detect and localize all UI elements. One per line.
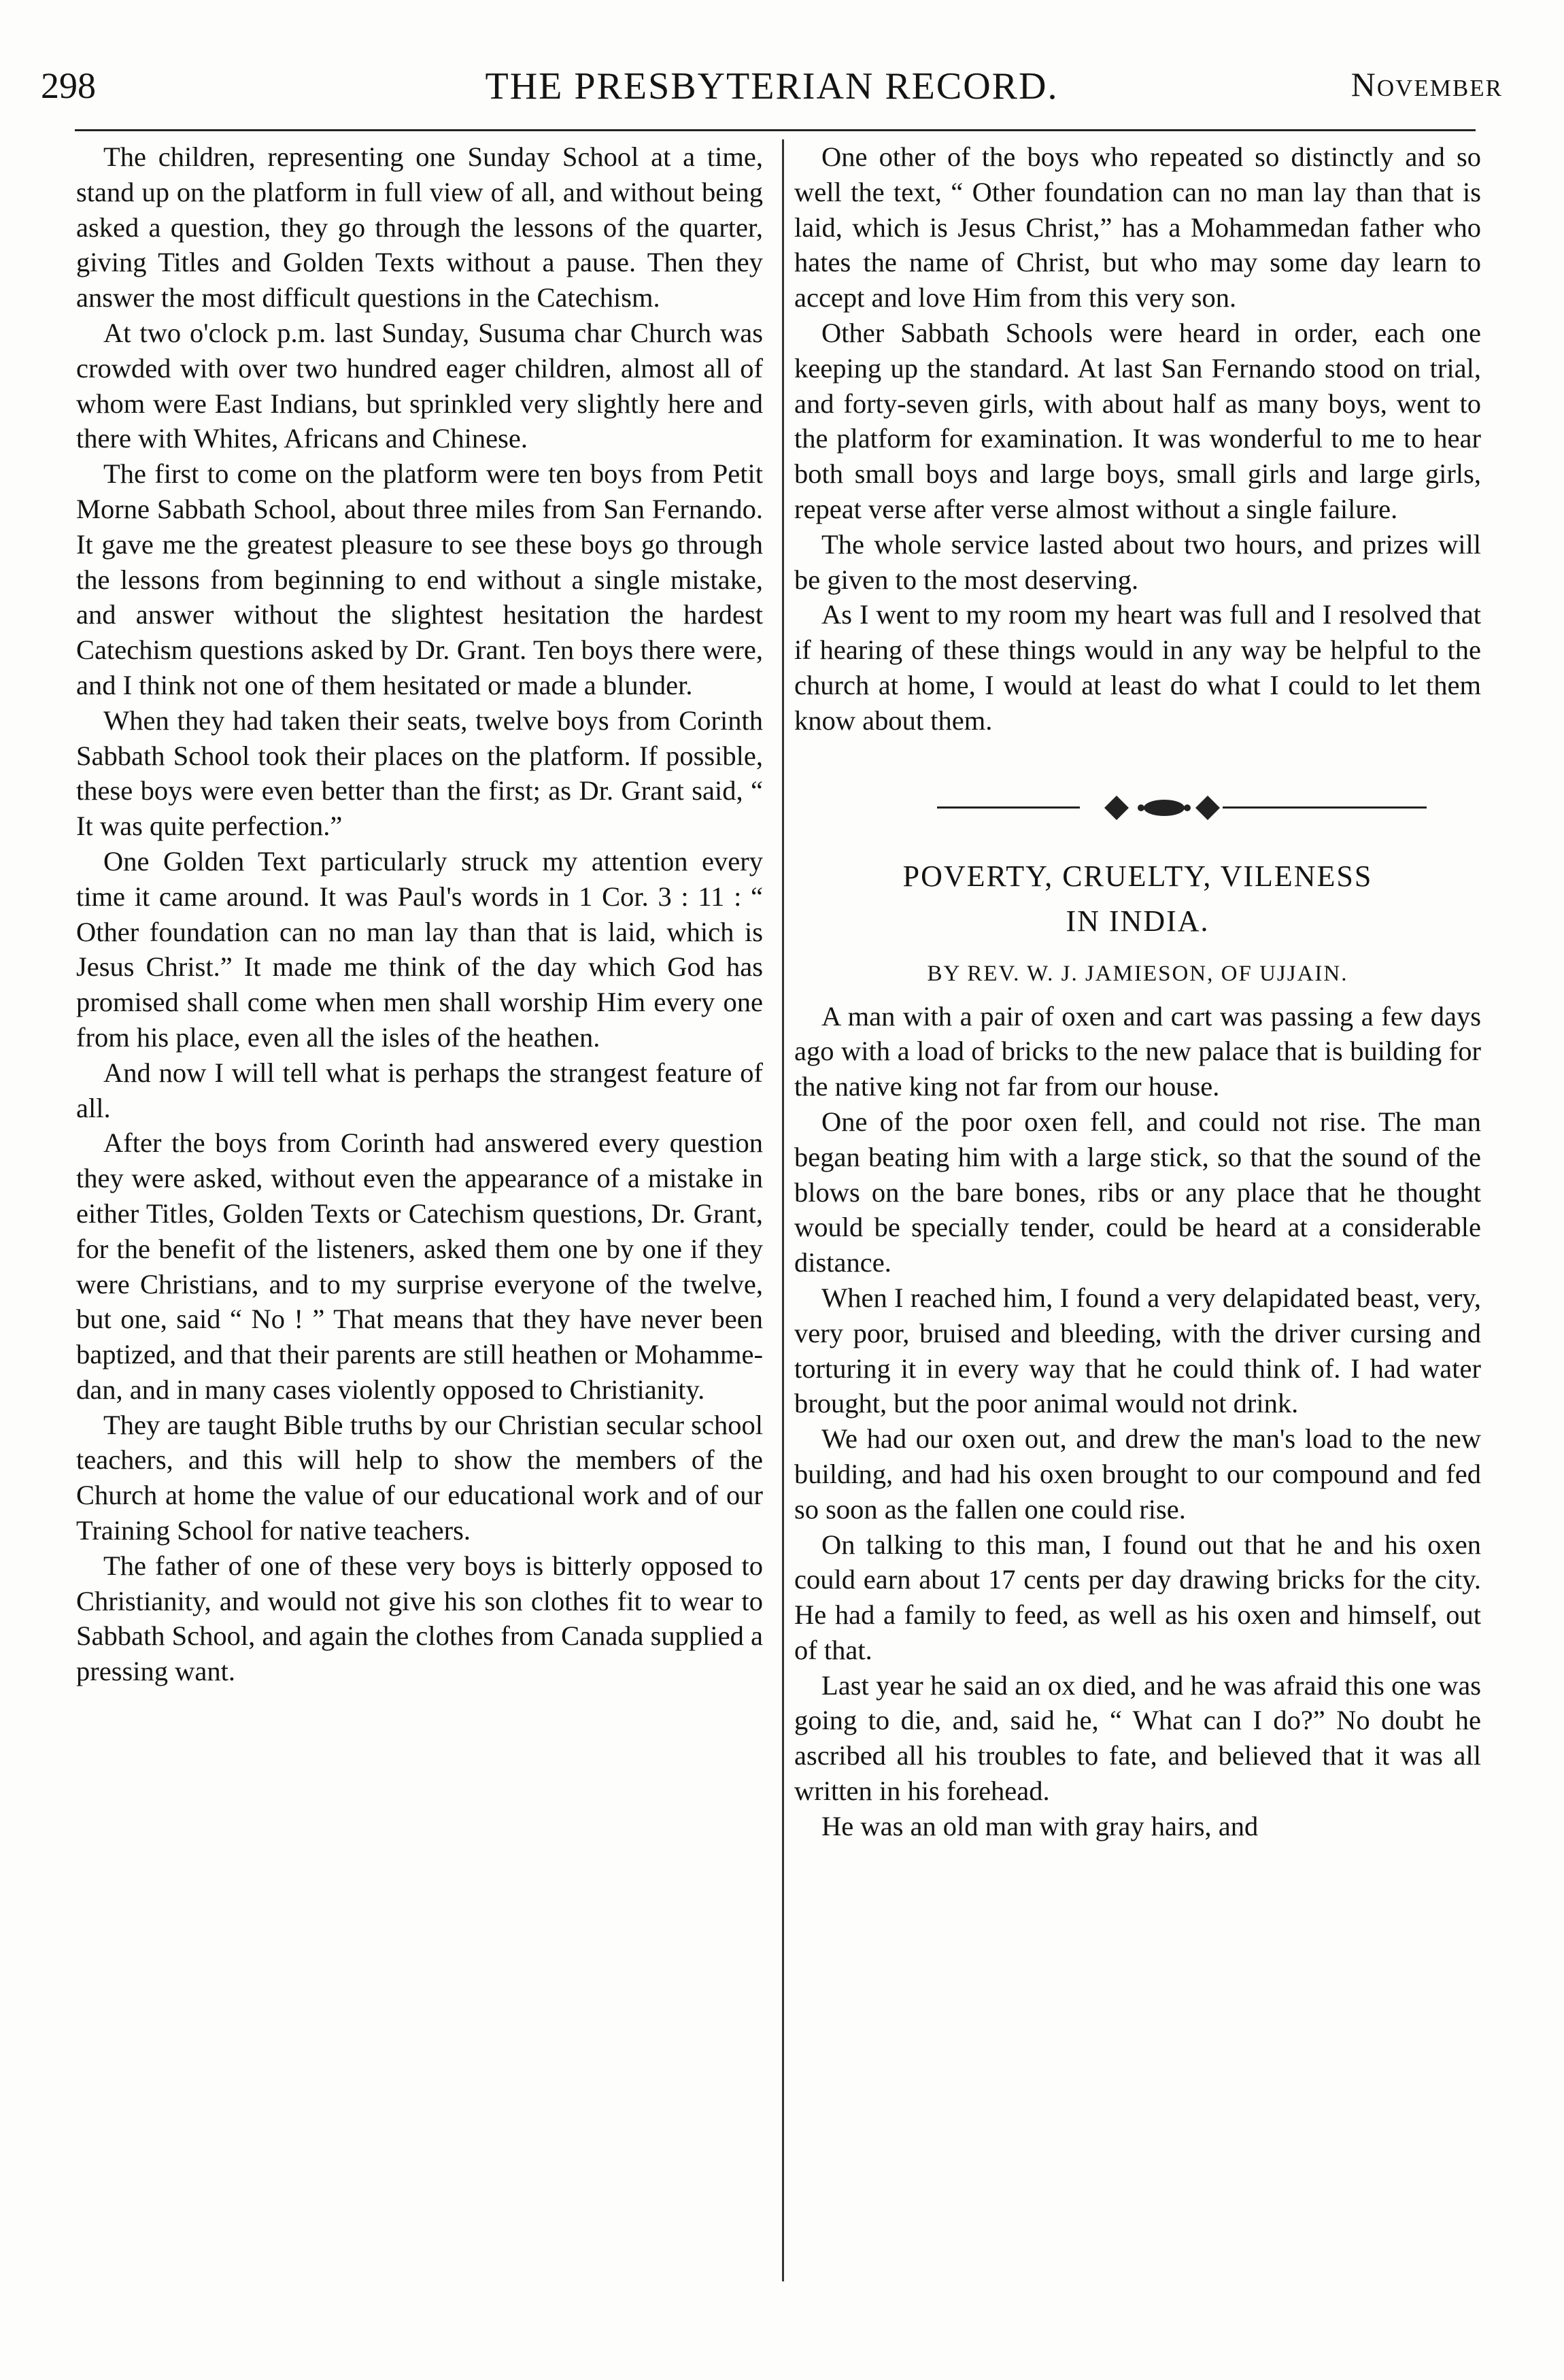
page-header — [41, 65, 1503, 119]
ornament-rule-left — [937, 806, 1080, 809]
section-ornament — [794, 786, 1481, 827]
left-column — [76, 139, 763, 1689]
ornament-scroll-icon — [1137, 793, 1191, 823]
paragraph: On talking to this man, I found out that he and his oxen could earn about 17 cents per day drawing bricks for the city. He had a family to feed, as well as his oxen and himself, out of that. — [794, 1529, 1481, 1665]
paragraph: The children, representing one Sunday School at a time, stand up on the platform in full view of all, and without being asked a question, they go through the lessons of the quarter, giving Titles and Golden Texts without a pause. Then they answer the most difficult questions in the Catechism. — [76, 141, 763, 313]
paragraph: We had our oxen out, and drew the man's load to the new building, and had his oxen brought to our compound and fed so soon as the fallen one could rise. — [794, 1423, 1481, 1525]
paragraph: One Golden Text particularly struck my attention every time it came around. It was Paul's words in 1 Cor. 3 : 11 : “ Other foundation can no man lay than that is laid, which is Jesus Christ.” It made me think of the day which God has promised shall come when men shall worship Him every one from his place, even all the isles of the heathen. — [76, 845, 763, 1053]
paragraph: As I went to my room my heart was full and I resolved that if hearing of these things would in any way be helpful to the church at home, I would at least do what I could to let them know about them. — [794, 599, 1481, 736]
paragraph: The father of one of these very boys is bitterly opposed to Christianity, and would not give his son clothes fit to wear to Sabbath School, and again the clothes from Canada supplied a pressing want. — [76, 1550, 763, 1687]
paragraph: The whole service lasted about two hours, and prizes will be given to the most deserving. — [794, 528, 1481, 595]
article-title — [794, 854, 1481, 944]
paragraph: A man with a pair of oxen and cart was passing a few days ago with a load of bricks to the new palace that is building for the native king not far from our house. — [794, 1000, 1481, 1102]
paragraph: Last year he said an ox died, and he was afraid this one was going to die, and, said he, “ What can I do?” No doubt he ascribed all his troubles to fate, and believed that it was all written in his forehead. — [794, 1669, 1481, 1807]
paragraph: At two o'clock p.m. last Sunday, Susuma char Church was crowded with over two hundred eager children, almost all of whom were East Indians, but sprinkled very slightly here and there with Whites, Africans and Chinese. — [76, 317, 763, 454]
ornament-rule-right — [1223, 806, 1427, 809]
article-title-line-2: IN INDIA. — [1066, 904, 1210, 938]
column-divider — [782, 139, 784, 2281]
paragraph: One of the poor oxen fell, and could not rise. The man began beating him with a large stick, so that the sound of the blows on the bare bones, ribs or any place that he thought would be specially tender, could be heard at a considerable distance. — [794, 1106, 1481, 1278]
paragraph: One other of the boys who repeated so distinctly and so well the text, “ Other foundation can no man lay than that is laid, which is Jesus Christ,” has a Mohammedan father who hates the name of Christ, but who may some day learn to accept and love Him from this very son. — [794, 141, 1481, 313]
paragraph: They are taught Bible truths by our Christian secular school teachers, and this will help to show the members of the Church at home the value of our educational work and of our Training School for native teachers. — [76, 1409, 763, 1546]
article-title-line-1: POVERTY, CRUELTY, VILENESS — [902, 859, 1373, 893]
page-number: 298 — [41, 65, 96, 106]
journal-title: THE PRESBYTERIAN RECORD. — [485, 65, 1059, 107]
paragraph: And now I will tell what is perhaps the strangest feature of all. — [76, 1057, 763, 1123]
paragraph: When they had taken their seats, twelve boys from Corinth Sabbath School took their places on the platform. If possible, these boys were even better than the first; as Dr. Grant said, “ It was quite perfection.” — [76, 704, 763, 842]
right-column — [794, 139, 1481, 1844]
header-rule — [75, 129, 1476, 131]
paragraph: The first to come on the platform were ten boys from Petit Morne Sabbath School, about three miles from San Fernando. It gave me the greatest pleasure to see these boys go through the lessons from beginning to end without a single mistake, and answer without the slightest hesitation the hardest Catechism questions asked by Dr. Grant. Ten boys there were, and I think not one of them hesitated or made a blunder. — [76, 458, 763, 700]
ornament-diamond-icon — [1193, 793, 1223, 823]
paragraph: When I reached him, I found a very delapidated beast, very, very poor, bruised and bleeding, with the driver cursing and torturing it in every way that he could think of. I had water brought, but the poor animal would not drink. — [794, 1282, 1481, 1419]
article-byline: BY REV. W. J. JAMIESON, OF UJJAIN. — [927, 961, 1348, 986]
paragraph: He was an old man with gray hairs, and — [821, 1810, 1259, 1841]
issue-month: November — [1350, 65, 1503, 103]
paragraph: After the boys from Corinth had answered every question they were asked, without even the appearance of a mistake in either Titles, Golden Texts or Catechism questions, Dr. Grant, for the benefit of the listeners, asked them one by one if they were Christians, and to my surprise everyone of the twelve, but one, said “ No ! ” That means that they have never been baptized, and that their parents are still heathen or Mohammedan, and in many cases violently opposed to Christianity. — [76, 1127, 763, 1405]
paragraph: Other Sabbath Schools were heard in order, each one keeping up the standard. At last San Fernando stood on trial, and forty-seven girls, with about half as many boys, went to the platform for examination. It was wonderful to me to hear both small boys and large boys, small girls and large girls, repeat verse after verse almost without a single failure. — [794, 317, 1481, 524]
ornament-diamond-icon — [1102, 793, 1132, 823]
